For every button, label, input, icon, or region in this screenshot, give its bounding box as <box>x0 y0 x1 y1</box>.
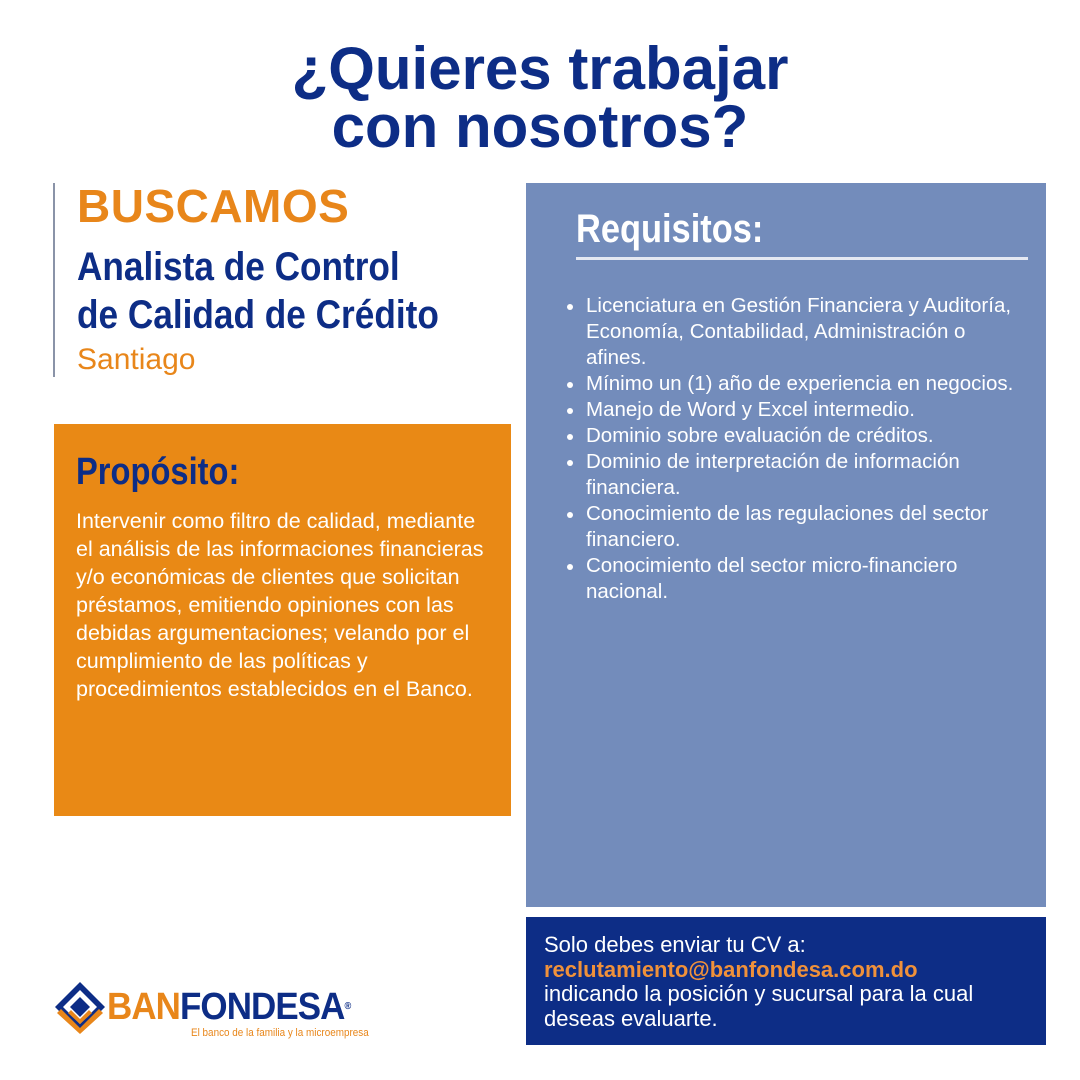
requirement-item <box>586 449 1026 501</box>
job-title-line-2: de Calidad de Crédito <box>77 293 439 337</box>
purpose-heading: Propósito: <box>76 451 240 493</box>
logo-word-ban: BAN <box>107 986 180 1028</box>
requirement-text: Mínimo un (1) año de experiencia en negocios. <box>586 372 1014 395</box>
requirements-divider <box>576 257 1028 260</box>
bullet-icon <box>567 460 573 466</box>
requirements-list <box>586 293 1026 605</box>
requirement-item <box>586 423 1026 449</box>
apply-intro: Solo debes enviar tu CV a: <box>544 932 806 957</box>
requirements-heading: Requisitos: <box>576 207 764 251</box>
page-headline <box>0 35 1080 160</box>
requirement-item <box>586 397 1026 423</box>
apply-email-link[interactable]: reclutamiento@banfondesa.com.do <box>544 956 918 982</box>
apply-instructions <box>544 933 1034 1031</box>
requirement-item <box>586 553 1026 605</box>
registered-mark: ® <box>344 1001 351 1012</box>
requirement-text: Dominio sobre evaluación de créditos. <box>586 424 934 447</box>
purpose-panel <box>54 424 511 816</box>
headline-line-2: con nosotros? <box>331 93 749 160</box>
requirements-panel <box>526 183 1046 907</box>
logo-word-fondesa: FONDESA <box>179 986 345 1028</box>
bullet-icon <box>567 408 573 414</box>
logo-tagline: El banco de la familia y la microempresa <box>191 1027 369 1039</box>
job-summary <box>53 180 495 377</box>
job-title-line-1: Analista de Control <box>77 245 400 289</box>
requirement-text: Dominio de interpretación de información financiera. <box>586 450 960 499</box>
banfondesa-logo <box>53 980 383 1042</box>
requirement-text: Manejo de Word y Excel intermedio. <box>586 398 915 421</box>
requirement-item <box>586 501 1026 553</box>
bullet-icon <box>567 512 573 518</box>
requirement-text: Conocimiento de las regulaciones del sector financiero. <box>586 502 989 551</box>
job-location: Santiago <box>77 343 196 376</box>
logo-wordmark <box>107 987 350 1027</box>
job-title <box>77 243 439 339</box>
bullet-icon <box>567 434 573 440</box>
bullet-icon <box>567 564 573 570</box>
headline-line-1: ¿Quieres trabajar <box>291 35 789 102</box>
requirement-item <box>586 371 1026 397</box>
apply-details: indicando la posición y sucursal para la cual deseas evaluarte. <box>544 981 974 1031</box>
diamond-logo-icon <box>53 980 107 1034</box>
requirement-text: Conocimiento del sector micro-financiero nacional. <box>586 554 958 603</box>
requirement-item <box>586 293 1026 371</box>
bullet-icon <box>567 304 573 310</box>
purpose-text: Intervenir como filtro de calidad, mediante el análisis de las informaciones financieras y/o económicas de clientes que solicitan préstamos, emitiendo opiniones con las debidas argumentaciones; velando por el cumplimiento de las políticas y procedimientos establecidos en el Banco. <box>76 509 484 701</box>
hiring-kicker: BUSCAMOS <box>77 180 350 232</box>
requirement-text: Licenciatura en Gestión Financiera y Auditoría, Economía, Contabilidad, Administración o afines. <box>586 294 1012 369</box>
bullet-icon <box>567 382 573 388</box>
apply-panel <box>526 917 1046 1045</box>
